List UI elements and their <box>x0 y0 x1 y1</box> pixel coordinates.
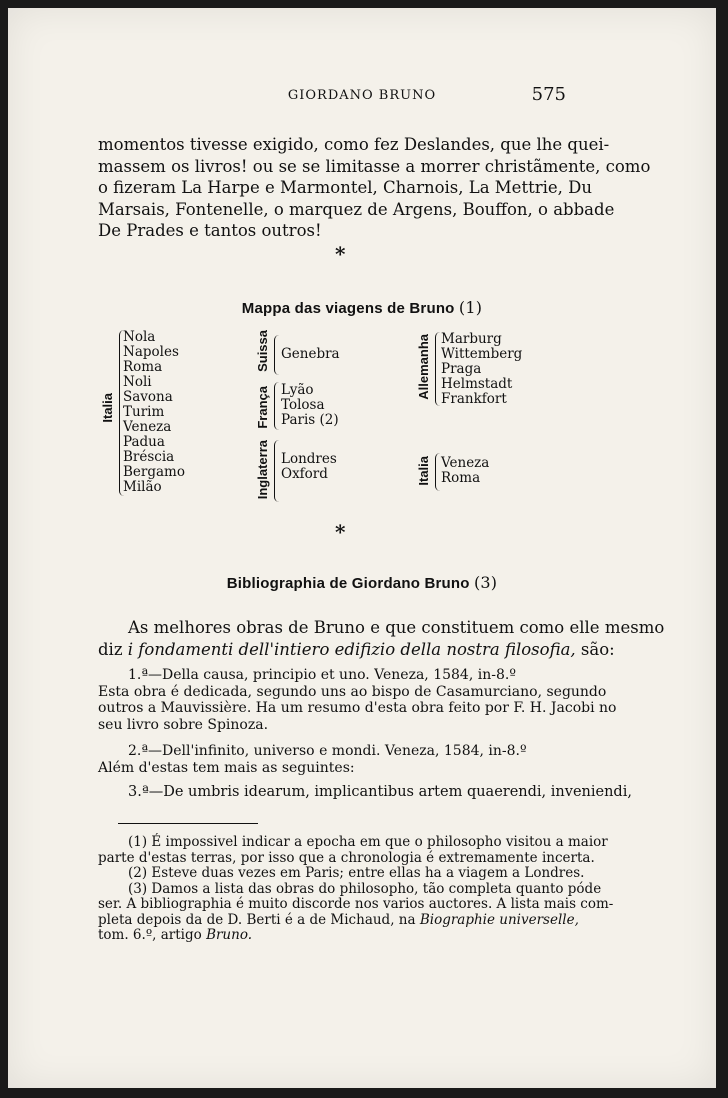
paragraph-line: massem os livros! ou se se limitasse a morrer christãmente, como <box>98 156 651 176</box>
opening-paragraph <box>98 134 651 242</box>
running-title: GIORDANO BRUNO <box>287 88 437 103</box>
footnote-line <box>98 928 578 944</box>
book-page <box>8 8 716 1088</box>
place-item: Bréscia <box>123 449 175 465</box>
place-item: Londres <box>281 451 337 467</box>
place-list-allemanha <box>441 332 522 407</box>
footnote-line: parte d'estas terras, por isso que a chronologia é extremamente incerta. <box>98 849 595 866</box>
place-item: Savona <box>123 389 173 405</box>
footnote-line: (2) Esteve duas vezes em Paris; entre ellas ha a viagem a Londres. <box>128 865 585 881</box>
place-item: Noli <box>123 374 152 390</box>
country-label-inglaterra: Inglaterra <box>255 440 270 500</box>
separator-asterisk: * <box>335 242 346 266</box>
footnotes <box>98 834 614 944</box>
country-label-italia-2: Italia <box>416 456 431 486</box>
bibliography-title-text: Bibliographia de Giordano Bruno <box>226 575 470 592</box>
paragraph-line: o fizeram La Harpe e Marmontel, Charnois, La Mettrie, Du <box>98 178 592 197</box>
footnote-italic: Biographie universelle, <box>419 911 579 928</box>
footnote-text: tom. 6.º, artigo <box>98 927 207 943</box>
place-item: Nola <box>123 329 156 345</box>
place-item: Napoles <box>123 344 179 360</box>
entry-line: outros a Mauvissière. Ha um resumo d'esta obra feito por F. H. Jacobi no <box>98 700 617 716</box>
entry-line: 3.ª—De umbris idearum, implicantibus artem quaerendi, inveniendi, <box>128 784 632 800</box>
place-item: Tolosa <box>281 397 325 413</box>
place-item: Praga <box>441 361 482 377</box>
paragraph-line: De Prades e tantos outros! <box>98 221 322 240</box>
bibliography-title <box>8 573 716 592</box>
place-item: Helmstadt <box>441 376 513 392</box>
bibliography-entry <box>98 784 632 801</box>
bibliography-entry <box>98 667 617 733</box>
entry-line: 2.ª—Dell'infinito, universo e mondi. Veneza, 1584, in-8.º <box>128 743 527 759</box>
footnote-italic: Bruno. <box>206 927 253 943</box>
paragraph-line: momentos tivesse exigido, como fez Deslandes, que lhe quei- <box>98 135 610 154</box>
place-list-inglaterra <box>281 452 337 482</box>
entry-line: 1.ª—Della causa, principio et uno. Veneza, 1584, in-8.º <box>128 667 516 683</box>
entry-line: Além d'estas tem mais as seguintes: <box>98 759 355 776</box>
country-label-allemanha: Allemanha <box>416 334 431 400</box>
bracket <box>274 440 281 502</box>
page-number: 575 <box>531 84 566 105</box>
country-label-italia: Italia <box>100 393 115 423</box>
intro-text: são: <box>575 640 615 659</box>
intro-quote: i fondamenti dell'intiero edifizio della nostra filosofia, <box>127 640 576 659</box>
country-label-franca: França <box>255 386 270 429</box>
place-item: Bergamo <box>123 464 185 480</box>
place-item: Padua <box>123 434 165 450</box>
map-title-ref: (1) <box>458 298 483 317</box>
place-list-suissa <box>281 347 340 362</box>
entry-line: Esta obra é dedicada, segundo uns ao bispo de Casamurciano, segundo <box>98 683 607 700</box>
intro-line <box>98 639 615 661</box>
footnote-line: (1) É impossivel indicar a epocha em que o philosopho visitou a maior <box>128 834 608 850</box>
separator-asterisk: * <box>335 520 346 544</box>
place-item: Roma <box>441 470 481 486</box>
bracket <box>274 335 281 375</box>
footnote-text: pleta depois da de D. Berti é a de Michaud, na <box>98 911 420 928</box>
place-list-franca <box>281 383 339 428</box>
footnote-line: ser. A bibliographia é muito discorde nos varios auctores. A lista mais com- <box>98 896 614 912</box>
footnote-line <box>98 913 578 929</box>
country-label-suissa: Suissa <box>255 330 270 372</box>
map-title <box>8 298 716 317</box>
place-list-italia <box>123 330 185 495</box>
place-item: Turim <box>123 404 165 420</box>
place-item: Roma <box>123 359 163 375</box>
place-item: Marburg <box>441 331 502 347</box>
place-item: Oxford <box>281 466 328 482</box>
intro-line: As melhores obras de Bruno e que constituem como elle mesmo <box>128 618 665 637</box>
footnote-rule <box>118 823 258 824</box>
bibliography-entry <box>98 743 578 776</box>
entry-line: seu livro sobre Spinoza. <box>98 716 269 733</box>
bibliography-intro <box>98 617 665 661</box>
footnote-line: (3) Damos a lista das obras do philosopho, tão completa quanto póde <box>128 880 602 897</box>
place-item: Veneza <box>441 455 490 471</box>
place-item: Wittemberg <box>441 346 523 362</box>
paragraph-line: Marsais, Fontenelle, o marquez de Argens, Bouffon, o abbade <box>98 199 615 219</box>
place-item: Genebra <box>281 346 340 362</box>
map-title-text: Mappa das viagens de Bruno <box>241 300 455 317</box>
bracket <box>274 382 281 430</box>
place-list-italia-2 <box>441 456 489 486</box>
bibliography-title-ref: (3) <box>473 573 498 592</box>
intro-text: diz <box>98 640 128 659</box>
place-item: Frankfort <box>441 391 507 407</box>
place-item: Veneza <box>123 419 172 435</box>
place-item: Lyão <box>281 382 314 398</box>
place-item: Paris (2) <box>281 412 339 428</box>
place-item: Milão <box>123 479 162 495</box>
